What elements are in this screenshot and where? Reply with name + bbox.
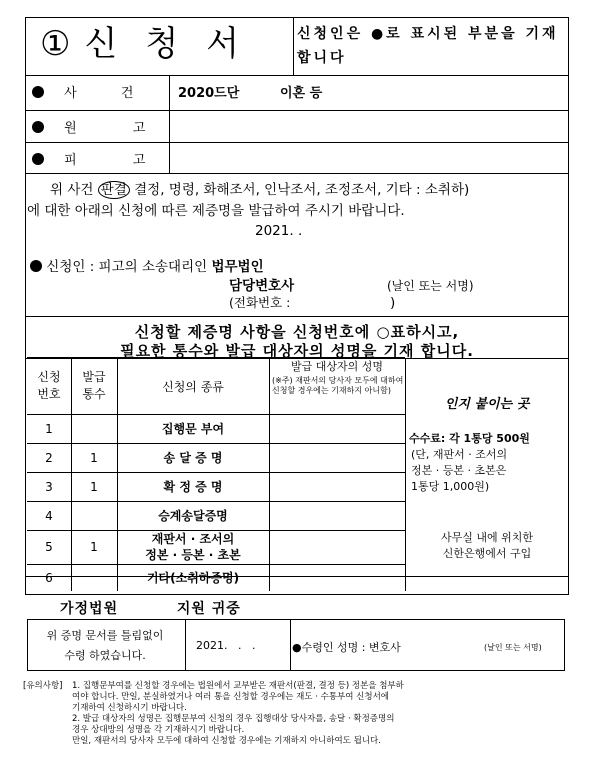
- receiver-name: ●수령인 성명 : 변호사: [292, 641, 401, 654]
- header-count: 발급 통수: [82, 370, 106, 401]
- court-name: 가정법원 지원 귀중: [60, 601, 241, 617]
- bullet-icon: [30, 260, 42, 272]
- row-kind: 기타(소취하증명): [146, 571, 240, 585]
- applicant-row: 신청인 : 피고의 소송대리인 법무법인: [30, 257, 264, 277]
- instruction-note: 신청인은 ●로 표시된 부분을 기재합니다: [297, 26, 559, 66]
- footer-label: [유의사항]: [23, 681, 63, 691]
- row-count[interactable]: 1: [90, 479, 98, 494]
- lawyer-label: 담당변호사: [229, 278, 295, 294]
- row-count[interactable]: [71, 414, 117, 443]
- row-kind: 집행문 부여: [161, 422, 225, 436]
- header-target-note: (※주) 재판서의 당사자 모두에 대하여 신청할 경우에는 기재하지 아니함): [272, 376, 404, 395]
- stamp-fee: 수수료: 각 1통당 500원: [409, 432, 530, 445]
- circled-judgment: 판결: [98, 181, 130, 199]
- case-type: 이혼 등: [280, 86, 323, 101]
- row-count[interactable]: [71, 501, 117, 530]
- receipt-date: 2021. . .: [196, 639, 256, 652]
- bullet-icon: [32, 86, 44, 98]
- header-kind: 신청의 종류: [162, 379, 224, 394]
- sign-label: (날인 또는 서명): [387, 279, 474, 293]
- request-date: 2021. .: [255, 223, 303, 239]
- receiver-sign: (날인 또는 서명): [484, 643, 542, 652]
- stamp-fee-detail: (단, 재판서 · 조서의 정본 · 등본 · 초본은 1통당 1,000원): [411, 448, 508, 493]
- case-number: 2020드단: [178, 86, 240, 101]
- row-no: 4: [45, 508, 53, 523]
- phone-label: (전화번호 :: [229, 295, 291, 310]
- defendant-label-row: 피 고: [32, 149, 171, 168]
- bullet-icon: [32, 153, 44, 165]
- bullet-icon: [32, 121, 44, 133]
- footer-line: 1. 집행문부여를 신청할 경우에는 법원에서 교부받은 재판서(판결, 결정 등) 정본을 첨부하: [72, 681, 404, 691]
- footer-line: 여야 합니다. 만일, 분실하였거나 여러 통을 신청할 경우에는 재도 · 수통부여 신청서에: [72, 692, 390, 702]
- row-kind: 확 정 증 명: [163, 480, 223, 494]
- request-table: [27, 357, 405, 590]
- row-no: 5: [45, 540, 53, 554]
- footer-line: 2. 발급 대상자의 성명은 집행문부여 신청의 경우 집행대상 당사자를, 송달 · 확정증명의: [72, 714, 395, 724]
- header-target: 발급 대상자의 성명: [290, 360, 383, 373]
- row-no: 3: [45, 479, 53, 494]
- form-title: ① 신청서: [40, 24, 268, 64]
- row-count[interactable]: [71, 564, 117, 591]
- header-no: 신청 번호: [37, 370, 61, 401]
- row-no: 2: [45, 450, 53, 465]
- instruction-line-2: 필요한 통수와 발급 대상자의 성명을 기재 합니다.: [120, 342, 474, 360]
- footer-notes: [72, 681, 404, 747]
- row-count[interactable]: 1: [90, 450, 98, 465]
- receipt-box: [27, 619, 565, 671]
- receipt-text: 위 증명 문서를 틀림없이 수령 하였습니다.: [46, 629, 164, 662]
- row-kind: 재판서 · 조서의 정본 · 등본 · 초본: [145, 532, 241, 562]
- instruction-line-1: 신청할 제증명 사항을 신청번호에 ○표하시고,: [134, 323, 460, 341]
- row-count[interactable]: 1: [90, 540, 98, 554]
- stamp-title: 인지 붙이는 곳: [444, 397, 530, 412]
- stamp-buy: 사무실 내에 위치한 신한은행에서 구입: [440, 531, 533, 560]
- row-kind: 송 달 증 명: [163, 451, 223, 465]
- request-line-2: 에 대한 아래의 신청에 따른 제증명을 발급하여 주시기 바랍니다.: [27, 203, 405, 219]
- row-no: 1: [45, 421, 53, 436]
- footer-line: 기재하여 신청하시기 바랍니다.: [72, 703, 187, 713]
- phone-close: ): [390, 295, 396, 311]
- footer-line: 경우 상대방의 성명을 각 기재하시기 바랍니다.: [72, 725, 245, 735]
- row-kind: 승계송달증명: [158, 509, 228, 523]
- stamp-box: [405, 357, 569, 590]
- row-no: 6: [45, 570, 53, 585]
- request-line-1: 위 사건 판결 결정, 명령, 화해조서, 인낙조서, 조정조서, 기타 : 소취하): [50, 182, 470, 198]
- footer-line: 만일, 재판서의 당사자 모두에 대하여 신청할 경우에는 기재하지 아니하여도 됩니다.: [72, 736, 381, 746]
- case-label-row: 사 건: [32, 82, 153, 101]
- plaintiff-label-row: 원 고: [32, 117, 171, 136]
